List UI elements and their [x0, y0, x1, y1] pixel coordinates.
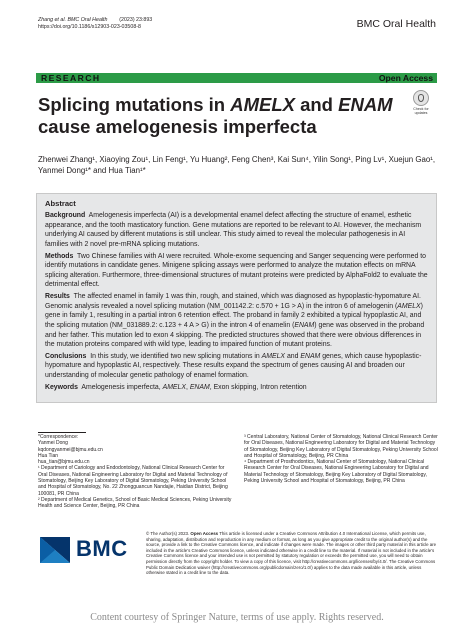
- bmc-logo: [38, 535, 138, 565]
- courtesy-notice: Content courtesy of Springer Nature, terms of use apply. Rights reserved.: [90, 612, 384, 623]
- affiliation: ⁴ Department of Prosthodontics, National Center of Stomatology, National Clinical Research Center for Oral Diseases, National Engineering Laboratory for Digital and Material Technology of Stomatology, Beijing Key Laboratory of Digital Stomatology, Peking University School and Hospital of Stomatology, Beijing, PR China: [244, 459, 429, 485]
- license-text: © The Author(s) 2023. Open Access This article is licensed under a Creative Commons Attribution 4.0 International License, which permits use, sharing, adaptation, distribution and reproduction in any medium or format, as long as you give appropriate credit to the original author(s) and the source, provide a link to the Creative Commons licence, and indicate if changes were made. The images or other third party material in this article are included in the article's Creative Commons licence, unless indicated otherwise in a credit line to the material. If material is not included in the article's Creative Commons licence and your intended use is not permitted by statutory regulation or exceeds the permitted use, you will need to obtain permission directly from the copyright holder. To view a copy of this licence, visit http://creativecommons.org/licenses/by/4.0/. The Creative Commons Public Domain Dedication waiver (http://creativecommons.org/publicdomain/zero/1.0/) applies to the data made available in this article, unless otherwise stated in a credit line to the data.: [146, 531, 437, 576]
- abstract-results: Results The affected enamel in family 1 was thin, rough, and stained, which was diagnosed as hypoplastic-hypomature AI. Genomic analysis revealed a novel splicing mutation (NM_001142.2: c.570 + 1G > A) in the intron 6 of amelogenin (AMELX) gene in family 1, resulting in a partial intron 6 retention effect. The proband in family 2 exhibited a typical hypoplastic AI, and the splicing mutation (NM_031889.2: c.123 + 4 A > G) in the intron 4 of enamelin (ENAM) gene was observed in the proband and her father. This mutation led to exon 4 skipping. The predicted structures showed that there were obvious differences in the mutation proteins compared with wild type, leading to impaired function of mutant proteins.: [45, 293, 425, 349]
- article-title: [38, 94, 400, 138]
- abstract-keywords: Keywords Amelogenesis imperfecta, AMELX, ENAM, Exon skipping, Intron retention: [45, 383, 307, 391]
- affiliation: ² Department of Medical Genetics, School of Basic Medical Sciences, Peking University Health and Science Center, Beijing, PR China: [38, 496, 232, 510]
- footnotes-left: [38, 434, 234, 510]
- journal-name: BMC Oral Health: [356, 18, 436, 30]
- correspondence-label: *Correspondence:: [38, 434, 79, 440]
- correspondence-name: Yanmei Dong: [38, 440, 68, 447]
- doi-link[interactable]: https://doi.org/10.1186/s12903-023-03508-8: [38, 24, 141, 30]
- open-access-label: Open Access: [378, 72, 433, 83]
- title-text: Splicing mutations in: [38, 94, 231, 115]
- running-header: [38, 17, 152, 31]
- bmc-logo-icon: [38, 535, 72, 565]
- title-gene-enam: ENAM: [338, 94, 393, 115]
- abstract-conclusions: Conclusions In this study, we identified two new splicing mutations in AMELX and ENAM genes, which cause hypoplastic-hypomature and hypoplastic AI, respectively. These results expand the spectrum of genes causing AI and broaden our understanding of molecular genetic pathology of enamel formation.: [45, 352, 422, 380]
- abstract-box: [36, 193, 437, 403]
- affiliation: ¹ Department of Cariology and Endodontology, National Clinical Research Center for Oral Diseases, National Engineering Laboratory for Digital and Material Technology of Stomatology, Beijing Key Laboratory of Digital Stomatology, Peking University School and Hospital of Stomatology, No. 22 Zhongguancun Nandajie, Haidian District, Beijing 100081, PR China: [38, 465, 228, 497]
- section-label: RESEARCH: [41, 72, 101, 83]
- abstract-methods: Methods Two Chinese families with AI were recruited. Whole-exome sequencing and Sanger sequencing were performed to identify mutations in candidate genes. Minigene splicing assays were performed to analyze the mutation effects on mRNA splicing alteration. Furthermore, three-dimensional structures of mutant proteins were predicted by AlphaFold2 to evaluate the detrimental effect.: [45, 252, 428, 289]
- bmc-logo-text: BMC: [76, 536, 128, 561]
- year-pages: (2023) 23:893: [119, 17, 153, 23]
- check-for-updates-button[interactable]: [410, 90, 432, 116]
- title-gene-amelx: AMELX: [230, 94, 295, 115]
- check-for-updates-icon: [413, 90, 429, 106]
- journal-reference: Zhang et al. BMC Oral Health: [38, 17, 108, 23]
- title-text: and: [294, 94, 339, 115]
- correspondence-email[interactable]: hua_tian@bjmu.edu.cn: [38, 459, 90, 466]
- title-text: cause amelogenesis imperfecta: [38, 116, 317, 137]
- section-bar: [36, 73, 437, 83]
- footnote-divider: [38, 432, 86, 433]
- check-for-updates-label: Check for updates: [413, 107, 429, 115]
- correspondence-name: Hua Tian: [38, 452, 59, 459]
- footnotes-right: [244, 434, 440, 484]
- affiliation: ³ Central Laboratory, National Center of Stomatology, National Clinical Research Center for Oral Diseases, National Engineering Laboratory for Digital and Material Technology of Stomatology, Beijing Key Laboratory of Digital Stomatology, Peking University School and Hospital of Stomatology, Beijing, PR China: [244, 434, 438, 459]
- abstract-background: Background Amelogenesis imperfecta (AI) is a developmental enamel defect affecting the structure of enamel, esthetic appearance, and the tooth masticatory function. Gene mutations are reported to be relevant to AI. However, the mechanism underlying AI caused by different mutations is still unclear. This study aimed to reveal the molecular pathogenesis in AI families with 2 novel pre-mRNA splicing mutations.: [45, 212, 422, 248]
- correspondence-email[interactable]: kqdongyanmei@bjmu.edu.cn: [38, 446, 103, 453]
- author-list: Zhenwei Zhang¹, Xiaoying Zou¹, Lin Feng¹, Yu Huang², Feng Chen³, Kai Sun⁴, Yilin Song¹, Ping Lv¹, Xuejun Gao¹, Yanmei Dong¹* and Hua Tian¹*: [38, 155, 436, 175]
- abstract-heading: Abstract: [45, 199, 76, 208]
